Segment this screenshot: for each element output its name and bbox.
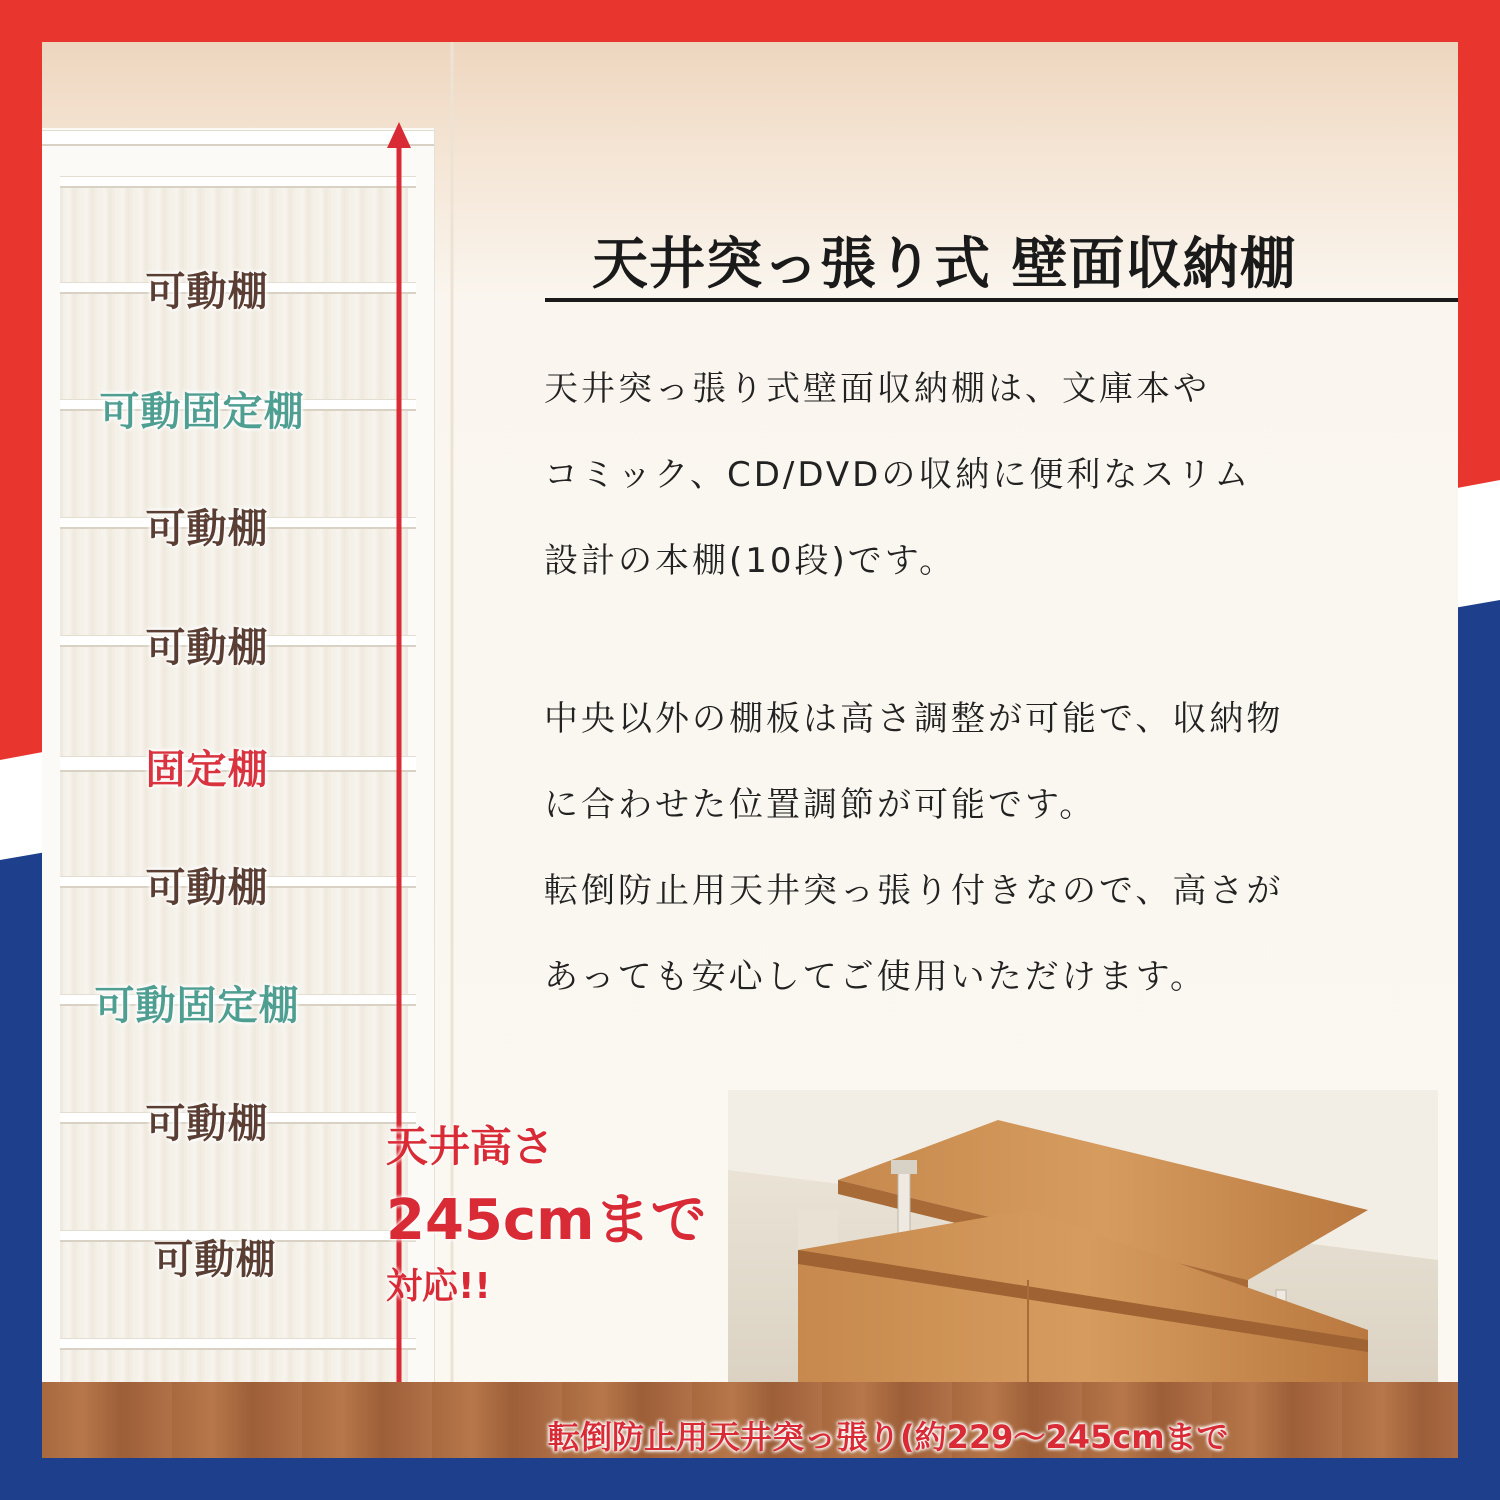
shelf-board bbox=[60, 1338, 416, 1350]
tension-rod-caption: 転倒防止用天井突っ張り(約229〜245cmまで bbox=[548, 1418, 1229, 1456]
description-line: 転倒防止用天井突っ張り付きなので、高さが bbox=[544, 871, 1284, 911]
description-paragraph-2 bbox=[544, 676, 1458, 1020]
description-line: 設計の本棚(10段)です。 bbox=[544, 541, 957, 581]
description-line: あっても安心してご使用いただけます。 bbox=[544, 957, 1207, 997]
room-scene bbox=[42, 42, 1458, 1458]
description-line: コミック、CD/DVDの収納に便利なスリム bbox=[544, 455, 1252, 495]
shelf-label-semi-fixed: 可動固定棚 bbox=[94, 983, 300, 1029]
tension-rod-photo bbox=[728, 1090, 1438, 1410]
shelf-label-movable: 可動棚 bbox=[153, 1237, 277, 1283]
shelf-label-movable: 可動棚 bbox=[145, 1101, 269, 1147]
ceiling-height-value: 245cmまで bbox=[386, 1188, 707, 1253]
description-paragraph-1 bbox=[544, 346, 1458, 604]
ceiling-height-label: 天井高さ bbox=[386, 1122, 555, 1171]
description-line: 天井突っ張り式壁面収納棚は、文庫本や bbox=[544, 369, 1210, 409]
shelf-label-movable: 可動棚 bbox=[145, 865, 269, 911]
ceiling-height-support: 対応!! bbox=[386, 1266, 491, 1307]
title-underline bbox=[545, 298, 1458, 302]
shelf-label-movable: 可動棚 bbox=[145, 506, 269, 552]
shelf-label-movable: 可動棚 bbox=[145, 625, 269, 671]
description-line: に合わせた位置調節が可能です。 bbox=[544, 785, 1097, 825]
shelf-board-top bbox=[42, 130, 434, 146]
shelf-label-fixed: 固定棚 bbox=[145, 747, 269, 793]
page-title: 天井突っ張り式 壁面収納棚 bbox=[592, 232, 1297, 297]
description-line: 中央以外の棚板は高さ調整が可能で、収納物 bbox=[544, 699, 1284, 739]
ceiling-height-callout bbox=[386, 1114, 726, 1309]
shelf-label-semi-fixed: 可動固定棚 bbox=[99, 389, 305, 435]
shelf-board bbox=[60, 176, 416, 188]
shelf-label-movable: 可動棚 bbox=[145, 269, 269, 315]
